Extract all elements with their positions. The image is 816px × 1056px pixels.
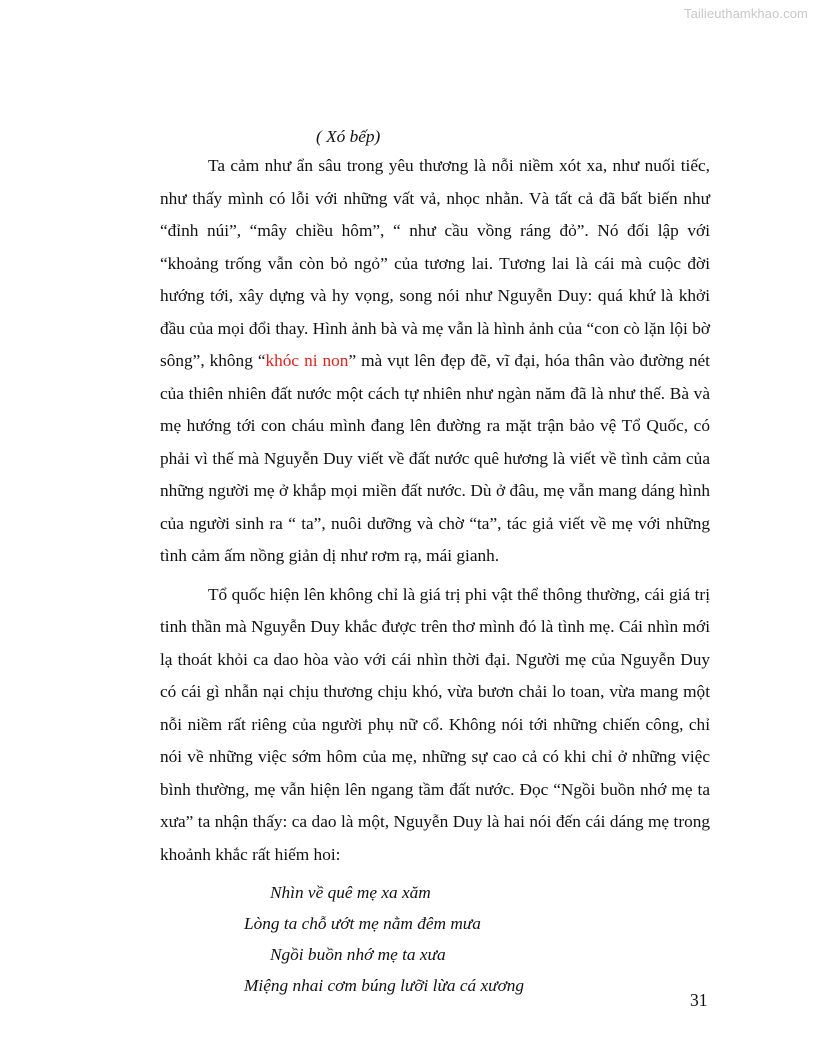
poem-line-2: Lòng ta chỗ ướt mẹ nằm đêm mưa — [244, 914, 481, 933]
poem-stanza — [160, 877, 710, 1001]
poem-line-1: Nhìn về quê mẹ xa xăm — [270, 883, 431, 902]
paragraph-1-end: ” mà vụt lên đẹp đẽ, vĩ đại, hóa thân vào đường nét của thiên nhiên đất nước một cách tự nhiên như ngàn năm đã là như thế. Bà và mẹ hướng tới con cháu mình đang lên đường ra mặt trận bảo vệ Tổ Quốc, có phải vì thế mà Nguyễn Duy viết về đất nước quê hương là viết về tình cảm của những người mẹ ở khắp mọi miền đất nước. Dù ở đâu, mẹ vẫn mang dáng hình của người sinh ra “ ta”, nuôi dưỡng và chờ “ta”, tác giả viết về mẹ với những tình cảm ấm nồng giản dị như rơm rạ, mái gianh. — [160, 351, 710, 565]
poem-line-3: Ngồi buồn nhớ mẹ ta xưa — [270, 945, 446, 964]
section-heading: ( Xó bếp) — [316, 127, 381, 146]
page-body — [160, 123, 710, 1001]
highlighted-phrase: khóc ni non — [265, 351, 349, 370]
page-number: 31 — [690, 990, 708, 1010]
paragraph-1-start: Ta cảm như ẩn sâu trong yêu thương là nỗi niềm xót xa, như nuối tiếc, như thấy mình có lỗi với những vất vả, nhọc nhằn. Và tất cả đã bất biến như “đỉnh núi”, “mây chiều hôm”, “ như cầu vồng ráng đỏ”. Nó đối lập với “khoảng trống vẫn còn bỏ ngỏ” của tương lai. Tương lai là cái mà cuộc đời hướng tới, xây dựng và hy vọng, song nói như Nguyễn Duy: quá khứ là khởi đầu của mọi đổi thay. Hình ảnh bà và mẹ vẫn là hình ảnh của “con cò lặn lội bờ sông”, không “ — [160, 156, 710, 370]
paragraph-2: Tổ quốc hiện lên không chỉ là giá trị phi vật thể thông thường, cái giá trị tinh thần mà Nguyễn Duy khắc được trên thơ mình đó là tình mẹ. Cái nhìn mới lạ thoát khỏi ca dao hòa vào với cái nhìn thời đại. Người mẹ của Nguyễn Duy có cái gì nhẫn nại chịu thương chịu khó, vừa bươn chải lo toan, vừa mang một nỗi niềm rất riêng của người phụ nữ cổ. Không nói tới những chiến công, chỉ nói về những việc sớm hôm của mẹ, những sự cao cả có khi chỉ ở những việc bình thường, mẹ vẫn hiện lên ngang tầm đất nước. Đọc “Ngồi buồn nhớ mẹ ta xưa” ta nhận thấy: ca dao là một, Nguyễn Duy là hai nói đến cái dáng mẹ trong khoảnh khắc rất hiếm hoi: — [160, 584, 710, 864]
watermark-text: Tailieuthamkhao.com — [683, 6, 808, 21]
paragraph-1 — [160, 150, 710, 573]
poem-line-4: Miệng nhai cơm búng lưỡi lừa cá xương — [244, 976, 525, 995]
